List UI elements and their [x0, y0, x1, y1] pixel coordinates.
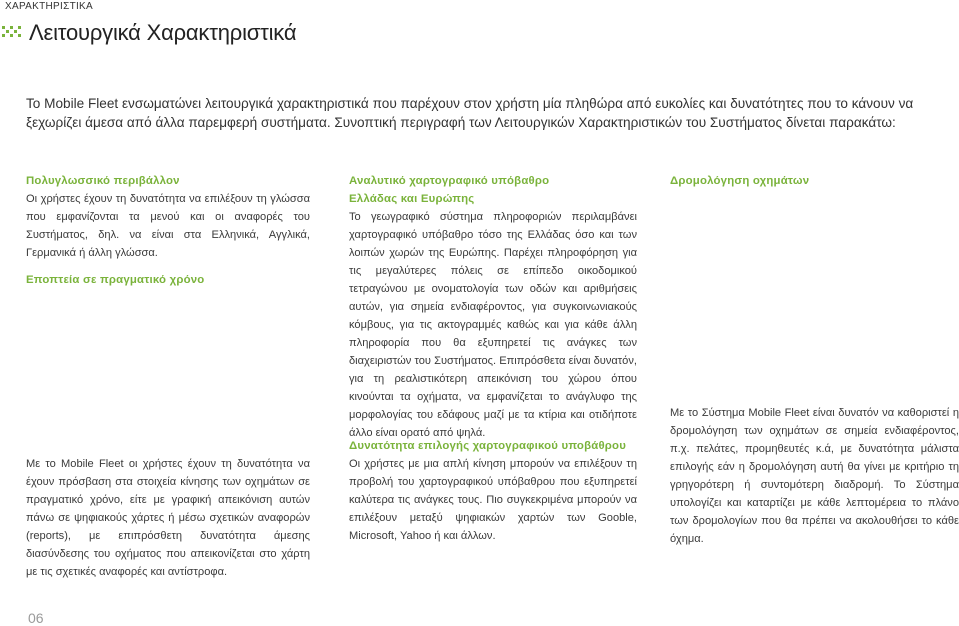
section-tag: ΧΑΡΑΚΤΗΡΙΣΤΙΚΑ — [5, 1, 93, 12]
page-number: 06 — [28, 610, 44, 626]
multilingual-body: Οι χρήστες έχουν τη δυνατότητα να επιλέξουν τη γλώσσα που εμφανίζονται τα μενού και οι αναφορές του Συστήματος, δηλ. να είναι στα Ελληνικά, Αγγλικά, Γερμανικά ή άλλη γλώσσα. — [26, 193, 310, 259]
multilingual-heading: Πολυγλωσσικό περιβάλλον — [26, 175, 180, 187]
realtime-body: Με το Mobile Fleet οι χρήστες έχουν τη δυνατότητα να έχουν πρόσβαση στα στοιχεία κίνησης των οχημάτων σε πραγματικό χρόνο, είτε με γραφική απεικόνιση αυτών πάνω σε ψηφιακούς χάρτες ή μέσω σχετικών αναφορών (reports), με επιπρόσθετη δυνατότητα άμεσης διασύνδεσης του οχήματος που απεικονίζεται στο χάρτη με τις σχετικές αναφορές και αντίστροφα. — [26, 458, 310, 578]
dots-decoration-icon — [2, 26, 22, 40]
map-choice-heading: Δυνατότητα επιλογής χαρτογραφικού υποβάθρου — [349, 440, 627, 452]
page-title: Λειτουργικά Χαρακτηριστικά — [29, 20, 297, 45]
multilingual-section — [26, 172, 310, 262]
routing-body-block — [670, 404, 959, 548]
routing-heading-block — [670, 172, 959, 190]
title-row — [2, 20, 296, 46]
map-choice-body: Οι χρήστες με μια απλή κίνηση μπορούν να επιλέξουν τη προβολή του χαρτογραφικού υπόβαθρου που εξυπηρετεί καλύτερα τις ανάγκες τους. Πιο συγκεκριμένα μπορούν να επιλέξουν μεταξύ ψηφιακών χαρτών των Gooble, Microsoft, Yahoo ή και άλλων. — [349, 458, 637, 542]
map-base-heading: Αναλυτικό χαρτογραφικό υπόβαθρο Ελλάδας και Ευρώπης — [349, 175, 550, 205]
routing-heading: Δρομολόγηση οχημάτων — [670, 175, 810, 187]
routing-body: Με το Σύστημα Mobile Fleet είναι δυνατόν να καθοριστεί η δρομολόγηση των οχημάτων σε σημεία ενδιαφέροντος, π.χ. πελάτες, προμηθευτές κ.ά, με δυνατότητα μάλιστα επιλογής εάν η δρομολόγηση αυτή θα γίνει με κριτήριο τη γρηγορότερη ή συντομότερη διαδρομή. Το Σύστημα υπολογίζει και καταρτίζει με κάθε λεπτομέρεια το πλάνο των δρομολογίων που θα πρέπει να ακολουθήσει το κάθε όχημα. — [670, 407, 959, 545]
intro-paragraph: Το Mobile Fleet ενσωματώνει λειτουργικά χαρακτηριστικά που παρέχουν στον χρήστη μία πληθώρα από ευκολίες και δυνατότητες που το κάνουν να ξεχωρίζει άμεσα από άλλα παρεμφερή συστήματα. Συνοπτική περιγραφή των Λειτουργικών Χαρακτηριστικών του Συστήματος δίνεται παρακάτω: — [26, 96, 914, 130]
map-choice-section — [349, 437, 637, 545]
realtime-heading-block — [26, 271, 310, 289]
realtime-body-block — [26, 455, 310, 581]
realtime-heading: Εποπτεία σε πραγματικό χρόνο — [26, 274, 205, 286]
map-base-section — [349, 172, 637, 442]
map-base-body: Το γεωγραφικό σύστημα πληροφοριών περιλαμβάνει χαρτογραφικό υπόβαθρο τόσο της Ελλάδας όσο και των λοιπών χωρών της Ευρώπης. Παρέχει πληροφόρηση για τις μεγαλύτερες πόλεις σε επίπεδο οικοδομικού τετραγώνου με ονοματολογία των οδών και αριθμήσεις αυτών, για σημεία ενδιαφέροντος, για συγκοινωνιακούς κόμβους, για τις ακτογραμμές καθώς και για κάθε άλλη πληροφορία που θα εξυπηρετεί τις ανάγκες των διαχειριστών του Συστήματος. Επιπρόσθετα είναι δυνατόν, για τη ρεαλιστικότερη απεικόνιση του χώρου όπου κινούνται τα οχήματα, να εμφανίζεται το ανάγλυφο της μορφολογίας του εδάφους μαζί με τα κτίρια και οτιδήποτε άλλο είναι ορατό από ψηλά. — [349, 211, 637, 439]
